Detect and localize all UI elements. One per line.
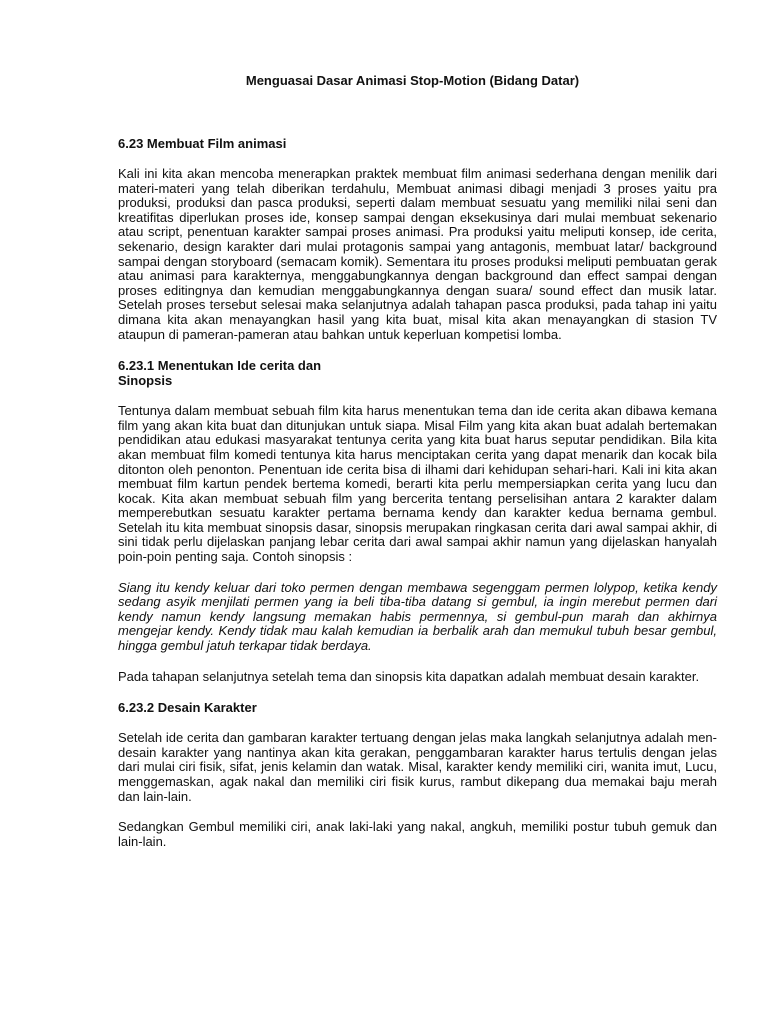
section-heading-ide-cerita-line1: 6.23.1 Menentukan Ide cerita dan — [118, 358, 322, 374]
document-title: Menguasai Dasar Animasi Stop-Motion (Bidang Datar) — [245, 73, 580, 88]
paragraph-gembul: Sedangkan Gembul memiliki ciri, anak laki-laki yang nakal, angkuh, memiliki postur tubuh gemuk dan lain-lain. — [118, 819, 717, 849]
paragraph-ide-cerita: Tentunya dalam membuat sebuah film kita harus menentukan tema dan ide cerita akan dibawa kemana film yang akan kita buat dan ditunjukan untuk siapa. Misal Film yang kita akan buat adalah bertemakan pendidikan atau edukasi masyarakat tentunya cerita yang kita buat harus seputar pendidikan. Bila kita akan membuat film komedi tentunya kita harus menciptakan cerita yang dapat menarik dan kocak bila ditonton oleh penonton. Penentuan ide cerita bisa di ilhami dari kehidupan sehari-hari. Kali ini kita akan membuat film kartun pendek bertema komedi, berarti kita perlu mempersiapkan cerita yang lucu dan kocak. Kita akan membuat sebuah film yang bercerita tentang perselisihan antara 2 karakter dalam memperebutkan sesuatu karakter pertama bernama kendy dan karakter kedua bernama gembul. Setelah itu kita membuat sinopsis dasar, sinopsis merupakan ringkasan cerita dari awal sampai akhir, di sini tidak perlu dijelaskan panjang lebar cerita dari awal sampai akhir namun yang dijelaskan hanyalah poin-poin penting saja. Contoh sinopsis : — [118, 403, 717, 565]
section-heading-ide-cerita — [118, 358, 717, 388]
section-heading-desain-karakter: 6.23.2 Desain Karakter — [118, 700, 257, 716]
paragraph-intro: Kali ini kita akan mencoba menerapkan praktek membuat film animasi sederhana dengan menilik dari materi-materi yang telah diberikan terdahulu, Membuat animasi dibagi menjadi 3 proses yaitu pra produksi, produksi dan pasca produksi, seperti dalam membuat sesuatu yang memiliki nilai seni dan kreatifitas diperlukan proses ide, konsep sampai dengan eksekusinya dari mulai membuat sekenario atau script, penentuan karakter sampai proses animasi. Pra produksi yaitu meliputi konsep, ide cerita, sekenario, design karakter dari mulai protagonis sampai yang antagonis, membuat latar/ background sampai dengan storyboard (semacam komik). Sementara itu proses produksi meliputi pembuatan gerak atau animasi para karakternya, menggabungkannya dengan background dan effect sampai dengan proses editingnya dan kemudian menggabungkannya dengan suara/ sound effect dan musik latar. Setelah proses tersebut selesai maka selanjutnya adalah tahapan pasca produksi, pada tahap ini yaitu dimana kita akan menayangkan hasil yang kita buat, misal kita akan menayangkan di stasion TV ataupun di pameran-pameran atau bahkan untuk keperluan kompetisi lomba. — [118, 166, 717, 342]
paragraph-next-step: Pada tahapan selanjutnya setelah tema dan sinopsis kita dapatkan adalah membuat desain karakter. — [118, 668, 700, 684]
paragraph-synopsis-example: Siang itu kendy keluar dari toko permen dengan membawa segenggam permen lolypop, ketika kendy sedang asyik menjilati permen yang ia beli tiba-tiba datang si gembul, ia ingin merebut permen dari kendy namun kendy langsung memakan habis permennya, si gembul-pun marah dan akhirnya mengejar kendy. Kendy tidak mau kalah kemudian ia berbalik arah dan memukul tubuh besar gembul, hingga gembul jatuh terkapar tidak berdaya. — [118, 579, 717, 654]
section-heading-membuat-film: 6.23 Membuat Film animasi — [118, 136, 287, 151]
section-heading-ide-cerita-line2: Sinopsis — [118, 373, 173, 389]
paragraph-desain-karakter: Setelah ide cerita dan gambaran karakter tertuang dengan jelas maka langkah selanjutnya adalah men-desain karakter yang nantinya akan kita gerakan, penggambaran karakter harus tertulis dengan jelas dari mulai ciri fisik, sifat, jenis kelamin dan watak. Misal, karakter kendy memiliki ciri, wanita imut, Lucu, menggemaskan, agak nakal dan memiliki ciri fisik kurus, rambut dikepang dua memakai baju merah dan lain-lain. — [118, 730, 717, 804]
